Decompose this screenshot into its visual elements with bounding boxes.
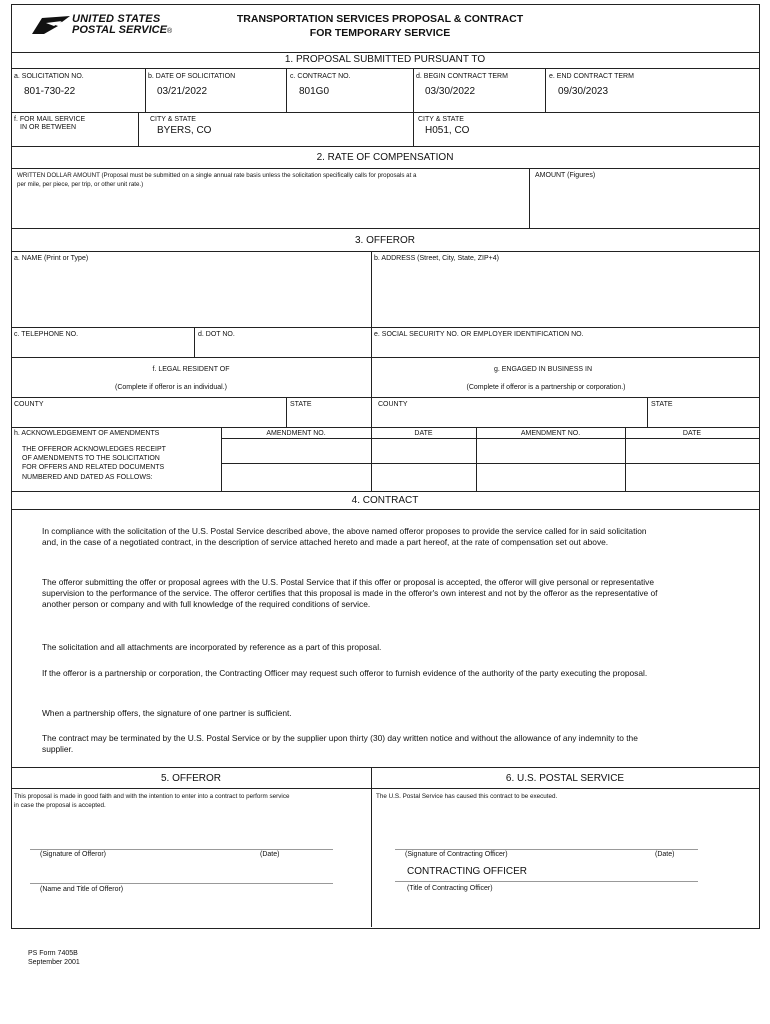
- name-label: a. NAME (Print or Type): [14, 255, 89, 262]
- county-2-label: COUNTY: [378, 401, 408, 408]
- section3-heading: 3. OFFEROR: [354, 235, 415, 246]
- engaged-business-sub: (Complete if offeror is a partnership or corporation.): [466, 384, 626, 391]
- ssn-field[interactable]: [373, 340, 757, 355]
- mail-service-label: f. FOR MAIL SERVICE: [14, 116, 86, 123]
- form-title-1: TRANSPORTATION SERVICES PROPOSAL & CONTRACT: [236, 13, 524, 25]
- solicitation-date-label: b. DATE OF SOLICITATION: [148, 73, 236, 80]
- section1-heading: 1. PROPOSAL SUBMITTED PURSUANT TO: [284, 54, 486, 65]
- offeror-date-label: (Date): [260, 851, 280, 858]
- offeror-signature-label: (Signature of Offeror): [40, 851, 107, 858]
- ssn-label: e. SOCIAL SECURITY NO. OR EMPLOYER IDENTIFICATION NO.: [374, 331, 584, 338]
- engaged-business-label: g. ENGAGED IN BUSINESS IN: [493, 366, 593, 373]
- date-header-1: DATE: [414, 430, 433, 437]
- solicitation-date-value[interactable]: 03/21/2022: [157, 86, 208, 97]
- section6-heading: 6. U.S. POSTAL SERVICE: [505, 773, 625, 784]
- contract-paragraph-6: The contract may be terminated by the U.S. Postal Service or by the supplier upon thirty (30) day written notice and without the allowance of any indemnity to the supplier.: [42, 733, 638, 754]
- end-term-label: e. END CONTRACT TERM: [549, 73, 634, 80]
- ack-text-3: FOR OFFERS AND RELATED DOCUMENTS: [22, 464, 165, 471]
- end-term-value[interactable]: 09/30/2023: [558, 86, 609, 97]
- offeror-signature-field[interactable]: [30, 830, 333, 848]
- officer-date-label: (Date): [655, 851, 675, 858]
- contract-paragraph-4: If the offeror is a partnership or corporation, the Contracting Officer may request such offeror to furnish evidence of the authority of the party executing the proposal.: [42, 668, 648, 678]
- address-label: b. ADDRESS (Street, City, State, ZIP+4): [374, 255, 499, 262]
- ack-text-1: THE OFFEROR ACKNOWLEDGES RECEIPT: [22, 446, 166, 453]
- offeror-name-title-field[interactable]: [30, 866, 333, 882]
- form-title-2: FOR TEMPORARY SERVICE: [309, 27, 451, 39]
- written-amount-label-2: per mile, per piece, per trip, or other unit rate.): [17, 181, 144, 188]
- officer-signature-field[interactable]: [395, 830, 698, 848]
- telephone-field[interactable]: [13, 340, 191, 355]
- amendment-no-header-1: AMENDMENT NO.: [266, 430, 326, 437]
- city-state-2-label: CITY & STATE: [418, 116, 464, 123]
- logo-line1: UNITED STATES: [72, 13, 161, 25]
- solicitation-label: a. SOLICITATION NO.: [14, 73, 84, 80]
- dot-no-field[interactable]: [196, 340, 368, 355]
- form-number: PS Form 7405B: [28, 950, 78, 957]
- section2-heading: 2. RATE OF COMPENSATION: [316, 152, 454, 163]
- offeror-name-title-label: (Name and Title of Offeror): [40, 886, 124, 893]
- logo-line2: POSTAL SERVICE: [72, 24, 167, 36]
- form-date: September 2001: [28, 959, 80, 966]
- amendment-no-header-2: AMENDMENT NO.: [520, 430, 581, 437]
- contract-paragraph-3: The solicitation and all attachments are incorporated by reference as a part of this proposal.: [42, 642, 382, 652]
- contract-paragraph-2: The offeror submitting the offer or proposal agrees with the U.S. Postal Service that if this offer or proposal is accepted, the offeror will give personal or representative supervision to the performance of the service. The offeror certifies that this proposal is made in the offeror's own interest and not by the offeror as the representative of another person or company and with full knowledge of the required conditions of service.: [42, 577, 658, 609]
- state-2-label: STATE: [651, 401, 673, 408]
- contract-no-value[interactable]: 801G0: [299, 86, 330, 97]
- registered-mark: ®: [166, 28, 173, 35]
- contract-no-label: c. CONTRACT NO.: [290, 73, 351, 80]
- section5-heading: 5. OFFEROR: [160, 773, 221, 784]
- city-state-2-value[interactable]: H051, CO: [425, 125, 470, 136]
- city-state-1-label: CITY & STATE: [150, 116, 196, 123]
- state-1-label: STATE: [290, 401, 312, 408]
- usps-statement: The U.S. Postal Service has caused this contract to be executed.: [376, 793, 558, 800]
- contract-paragraph-1: In compliance with the solicitation of the U.S. Postal Service described above, the above named offeror proposes to provide the service called for in said solicitation and, in the case of a negotiated contract, in the description of service attached hereto and made a part hereof, at the rate of compensation set out above.: [42, 526, 647, 547]
- ack-text-4: NUMBERED AND DATED AS FOLLOWS:: [22, 474, 153, 481]
- dot-no-label: d. DOT NO.: [198, 331, 235, 338]
- address-field[interactable]: [373, 265, 757, 325]
- contract-paragraph-5: When a partnership offers, the signature of one partner is sufficient.: [42, 708, 292, 718]
- ack-amendments-label: h. ACKNOWLEDGEMENT OF AMENDMENTS: [14, 430, 160, 437]
- officer-title-label: (Title of Contracting Officer): [407, 885, 493, 892]
- officer-title-value[interactable]: CONTRACTING OFFICER: [407, 866, 527, 877]
- officer-signature-label: (Signature of Contracting Officer): [405, 851, 508, 858]
- section4-heading: 4. CONTRACT: [351, 495, 419, 506]
- written-amount-label: WRITTEN DOLLAR AMOUNT (Proposal must be submitted on a single annual rate basis unless the solicitation specifically calls for proposals at a: [17, 172, 417, 179]
- offeror-statement-2: in case the proposal is accepted.: [14, 802, 106, 809]
- begin-term-label: d. BEGIN CONTRACT TERM: [416, 73, 508, 80]
- city-state-1-value[interactable]: BYERS, CO: [157, 125, 212, 136]
- ack-text-2: OF AMENDMENTS TO THE SOLICITATION: [22, 455, 160, 462]
- telephone-label: c. TELEPHONE NO.: [14, 331, 79, 338]
- solicitation-value[interactable]: 801-730-22: [24, 86, 76, 97]
- offeror-statement-1: This proposal is made in good faith and with the intention to enter into a contract to perform service: [14, 793, 290, 800]
- mail-service-label-2: IN OR BETWEEN: [20, 124, 77, 131]
- date-header-2: DATE: [682, 430, 702, 437]
- legal-resident-sub: (Complete if offeror is an individual.): [115, 384, 227, 391]
- amount-figures-field[interactable]: [531, 182, 757, 226]
- amount-figures-label: AMOUNT (Figures): [535, 172, 596, 179]
- county-1-label: COUNTY: [14, 401, 44, 408]
- legal-resident-label: f. LEGAL RESIDENT OF: [152, 366, 230, 373]
- written-amount-field[interactable]: [12, 190, 527, 226]
- name-field[interactable]: [13, 265, 369, 325]
- begin-term-value[interactable]: 03/30/2022: [425, 86, 476, 97]
